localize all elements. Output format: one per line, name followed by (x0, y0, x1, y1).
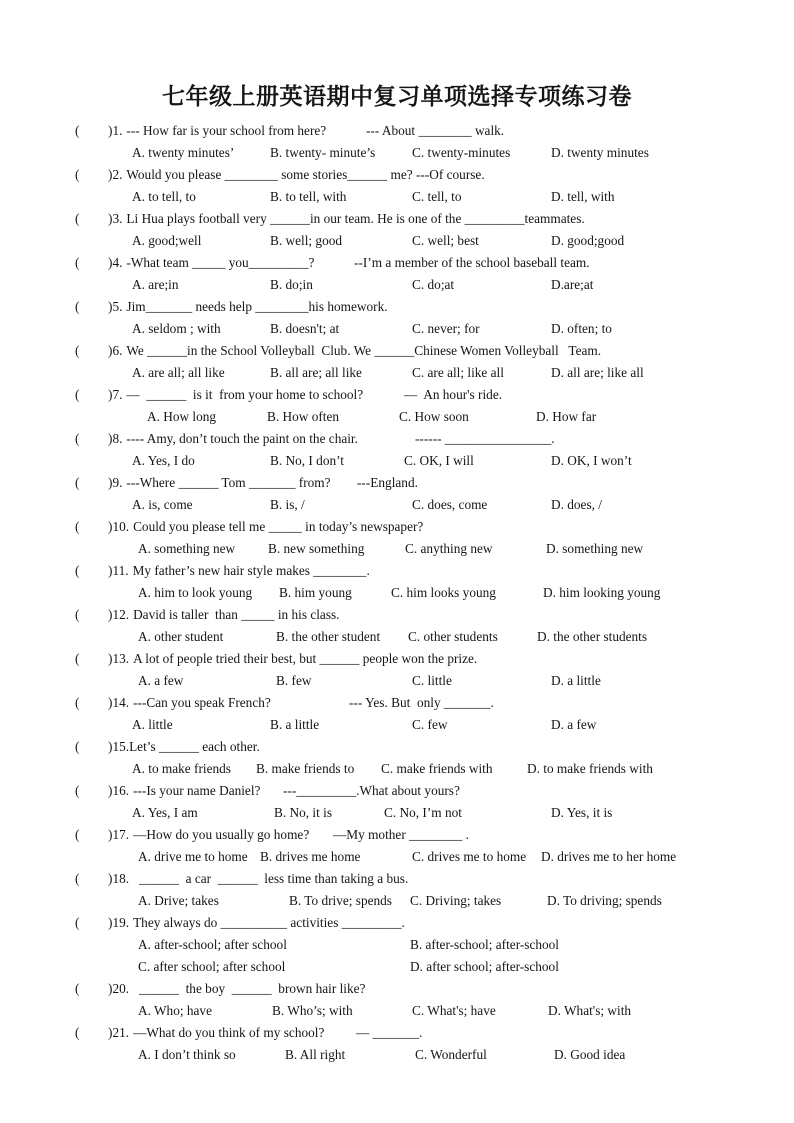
options-line (0, 956, 794, 978)
option-a: A. are all; all like (132, 365, 225, 380)
option-d: D. often; to (551, 321, 612, 336)
option-b: B. twenty- minute’s (270, 145, 376, 160)
option-b: B. make friends to (256, 761, 355, 776)
option-a: A. after-school; after school (138, 937, 287, 952)
option-d: D. does, / (551, 497, 602, 512)
question-17 (0, 824, 794, 868)
question-11 (0, 560, 794, 604)
question-line (0, 428, 794, 450)
option-a: A. something new (138, 541, 236, 556)
answer-bracket-close: ) (108, 475, 113, 490)
question-stem: ---Is your name Daniel? (133, 783, 261, 798)
option-b: B. well; good (270, 233, 343, 248)
question-number: 15. (112, 739, 130, 754)
answer-bracket-close: ) (108, 739, 113, 754)
question-19 (0, 912, 794, 978)
answer-bracket-open: ( (75, 255, 80, 270)
option-a: A. drive me to home (138, 849, 248, 864)
question-text (108, 780, 260, 802)
options-line (0, 318, 794, 340)
answer-bracket-close: ) (108, 695, 113, 710)
question-stem: --- How far is your school from here? (126, 123, 327, 138)
question-text (108, 120, 326, 142)
answer-bracket-open: ( (75, 695, 80, 710)
option-c: C. do;at (412, 277, 455, 292)
answer-bracket-open: ( (75, 431, 80, 446)
question-reply: — _______. (356, 1025, 423, 1040)
options-line (0, 758, 794, 780)
question-9 (0, 472, 794, 516)
option-c: C. OK, I will (404, 453, 474, 468)
question-reply: ---England. (357, 475, 418, 490)
answer-bracket-open: ( (75, 299, 80, 314)
option-d: D. him looking young (543, 585, 661, 600)
answer-bracket-close: ) (108, 871, 113, 886)
answer-bracket-open: ( (75, 1025, 80, 1040)
option-a: A. Yes, I do (132, 453, 195, 468)
question-3 (0, 208, 794, 252)
option-d: D. twenty minutes (551, 145, 649, 160)
question-stem: ---Can you speak French? (133, 695, 271, 710)
question-number: 14. (112, 695, 130, 710)
answer-bracket-close: ) (108, 1025, 113, 1040)
question-text (108, 736, 260, 758)
answer-bracket-open: ( (75, 651, 80, 666)
question-line (0, 868, 794, 890)
option-d: D. all are; like all (551, 365, 644, 380)
question-text (108, 912, 405, 934)
question-number: 4. (112, 255, 123, 270)
question-number: 13. (112, 651, 130, 666)
answer-bracket-open: ( (75, 519, 80, 534)
option-c: C. few (412, 717, 448, 732)
option-a: A. other student (138, 629, 224, 644)
options-line (0, 494, 794, 516)
option-a: A. a few (138, 673, 184, 688)
answer-bracket-close: ) (108, 387, 113, 402)
answer-bracket-open: ( (75, 783, 80, 798)
option-d: D. What's; with (548, 1003, 632, 1018)
option-c: C. after school; after school (138, 959, 286, 974)
answer-bracket-close: ) (108, 431, 113, 446)
question-stem: -What team _____ you_________? (126, 255, 315, 270)
question-text (108, 648, 477, 670)
option-d: D. Yes, it is (551, 805, 613, 820)
option-d: D. to make friends with (527, 761, 653, 776)
question-text (108, 252, 314, 274)
question-number: 11. (112, 563, 129, 578)
option-d: D. How far (536, 409, 597, 424)
question-number: 7. (112, 387, 123, 402)
option-b: B. do;in (270, 277, 313, 292)
question-number: 21. (112, 1025, 130, 1040)
option-b: B. to tell, with (270, 189, 347, 204)
option-a: A. little (132, 717, 173, 732)
question-number: 8. (112, 431, 123, 446)
answer-bracket-close: ) (108, 519, 113, 534)
option-c: C. other students (408, 629, 498, 644)
options-line (0, 186, 794, 208)
option-d: D. OK, I won’t (551, 453, 632, 468)
options-line (0, 846, 794, 868)
option-a: A. I don’t think so (138, 1047, 236, 1062)
question-21 (0, 1022, 794, 1066)
option-b: B. all are; all like (270, 365, 362, 380)
option-c: C. twenty-minutes (412, 145, 511, 160)
option-c: C. little (412, 673, 452, 688)
options-line (0, 890, 794, 912)
question-line (0, 978, 794, 1000)
question-line (0, 1022, 794, 1044)
option-d: D. drives me to her home (541, 849, 677, 864)
question-reply: --- About ________ walk. (366, 123, 505, 138)
question-18 (0, 868, 794, 912)
option-c: C. Driving; takes (410, 893, 502, 908)
option-b: B. after-school; after-school (410, 937, 559, 952)
question-line (0, 648, 794, 670)
answer-bracket-open: ( (75, 739, 80, 754)
options-line (0, 1044, 794, 1066)
answer-bracket-close: ) (108, 343, 113, 358)
option-a: A. good;well (132, 233, 202, 248)
answer-bracket-close: ) (108, 563, 113, 578)
option-d: D. the other students (537, 629, 648, 644)
answer-bracket-open: ( (75, 827, 80, 842)
question-line (0, 296, 794, 318)
question-text (108, 384, 363, 406)
option-b: B. doesn't; at (270, 321, 340, 336)
answer-bracket-close: ) (108, 607, 113, 622)
question-text (108, 208, 585, 230)
question-list (0, 120, 794, 1066)
option-b: B. few (276, 673, 312, 688)
question-line (0, 560, 794, 582)
options-line (0, 934, 794, 956)
question-14 (0, 692, 794, 736)
options-line (0, 362, 794, 384)
question-stem: David is taller than _____ in his class. (133, 607, 340, 622)
answer-bracket-close: ) (108, 981, 113, 996)
answer-bracket-close: ) (108, 167, 113, 182)
answer-bracket-close: ) (108, 299, 113, 314)
option-a: A. to tell, to (132, 189, 196, 204)
option-b: B. a little (270, 717, 320, 732)
option-d: D.are;at (551, 277, 594, 292)
question-16 (0, 780, 794, 824)
option-a: A. are;in (132, 277, 179, 292)
option-d: D. a little (551, 673, 601, 688)
option-d: D. something new (546, 541, 644, 556)
option-a: A. Drive; takes (138, 893, 219, 908)
option-c: C. never; for (412, 321, 480, 336)
answer-bracket-open: ( (75, 981, 80, 996)
answer-bracket-close: ) (108, 123, 113, 138)
question-stem: A lot of people tried their best, but ______ people won the prize. (133, 651, 478, 666)
question-reply: --- Yes. But only _______. (349, 695, 494, 710)
question-stem: — ______ is it from your home to school? (126, 387, 364, 402)
option-b: B. him young (279, 585, 352, 600)
question-4 (0, 252, 794, 296)
option-b: B. new something (268, 541, 365, 556)
question-text (108, 472, 331, 494)
options-line (0, 274, 794, 296)
question-reply: ------ ________________. (415, 431, 555, 446)
options-line (0, 582, 794, 604)
question-number: 5. (112, 299, 123, 314)
question-number: 20. (112, 981, 130, 996)
question-number: 16. (112, 783, 130, 798)
question-stem: ______ the boy ______ brown hair like? (139, 981, 366, 996)
question-text (108, 340, 601, 362)
options-line (0, 538, 794, 560)
option-d: D. good;good (551, 233, 625, 248)
question-line (0, 912, 794, 934)
question-6 (0, 340, 794, 384)
answer-bracket-close: ) (108, 255, 113, 270)
option-b: B. the other student (276, 629, 381, 644)
options-line (0, 802, 794, 824)
question-reply: --I’m a member of the school baseball team. (354, 255, 590, 270)
options-line (0, 142, 794, 164)
answer-bracket-close: ) (108, 783, 113, 798)
option-a: A. Yes, I am (132, 805, 198, 820)
question-stem: Would you please ________ some stories______ me? ---Of course. (126, 167, 485, 182)
option-b: B. No, I don’t (270, 453, 344, 468)
answer-bracket-open: ( (75, 343, 80, 358)
question-line (0, 164, 794, 186)
option-b: B. No, it is (274, 805, 332, 820)
option-c: C. Wonderful (415, 1047, 487, 1062)
question-5 (0, 296, 794, 340)
options-line (0, 670, 794, 692)
question-1 (0, 120, 794, 164)
option-b: B. Who’s; with (272, 1003, 353, 1018)
option-d: D. after school; after-school (410, 959, 559, 974)
question-stem: Li Hua plays football very ______in our team. He is one of the _________teammates. (126, 211, 585, 226)
options-line (0, 1000, 794, 1022)
answer-bracket-open: ( (75, 475, 80, 490)
answer-bracket-close: ) (108, 211, 113, 226)
option-c: C. well; best (412, 233, 479, 248)
question-reply: ---_________.What about yours? (283, 783, 460, 798)
options-line (0, 714, 794, 736)
option-c: C. anything new (405, 541, 493, 556)
option-a: A. to make friends (132, 761, 231, 776)
options-line (0, 406, 794, 428)
options-line (0, 450, 794, 472)
option-a: A. twenty minutes’ (132, 145, 235, 160)
answer-bracket-open: ( (75, 563, 80, 578)
question-stem: Jim_______ needs help ________his homework. (126, 299, 388, 314)
question-number: 3. (112, 211, 123, 226)
question-text (108, 868, 408, 890)
option-a: A. Who; have (138, 1003, 212, 1018)
question-line (0, 824, 794, 846)
answer-bracket-open: ( (75, 387, 80, 402)
option-c: C. him looks young (391, 585, 496, 600)
question-number: 9. (112, 475, 123, 490)
question-stem: ---- Amy, don’t touch the paint on the chair. (126, 431, 358, 446)
question-line (0, 516, 794, 538)
option-c: C. drives me to home (412, 849, 527, 864)
question-stem: They always do __________ activities _________. (133, 915, 405, 930)
question-number: 10. (112, 519, 130, 534)
question-number: 19. (112, 915, 130, 930)
option-c: C. No, I’m not (384, 805, 462, 820)
question-line (0, 780, 794, 802)
question-line (0, 340, 794, 362)
question-line (0, 252, 794, 274)
question-12 (0, 604, 794, 648)
question-number: 1. (112, 123, 123, 138)
question-stem: Could you please tell me _____ in today’s newspaper? (133, 519, 424, 534)
question-stem: ______ a car ______ less time than taking a bus. (139, 871, 409, 886)
question-number: 12. (112, 607, 130, 622)
question-10 (0, 516, 794, 560)
answer-bracket-close: ) (108, 651, 113, 666)
question-13 (0, 648, 794, 692)
answer-bracket-open: ( (75, 123, 80, 138)
answer-bracket-open: ( (75, 167, 80, 182)
question-text (108, 978, 365, 1000)
option-b: B. All right (285, 1047, 346, 1062)
question-text (108, 516, 423, 538)
option-b: B. is, / (270, 497, 305, 512)
option-c: C. does, come (412, 497, 488, 512)
answer-bracket-close: ) (108, 827, 113, 842)
question-text (108, 428, 358, 450)
question-stem: My father’s new hair style makes ________. (132, 563, 370, 578)
option-a: A. him to look young (138, 585, 253, 600)
question-line (0, 120, 794, 142)
option-d: D. Good idea (554, 1047, 626, 1062)
answer-bracket-open: ( (75, 915, 80, 930)
answer-bracket-open: ( (75, 211, 80, 226)
option-d: D. To driving; spends (547, 893, 662, 908)
question-reply: — An hour's ride. (404, 387, 503, 402)
question-text (108, 1022, 324, 1044)
question-stem: —What do you think of my school? (133, 1025, 325, 1040)
question-text (108, 604, 340, 626)
question-text (108, 296, 388, 318)
question-2 (0, 164, 794, 208)
question-7 (0, 384, 794, 428)
question-line (0, 736, 794, 758)
option-a: A. How long (147, 409, 217, 424)
options-line (0, 230, 794, 252)
question-20 (0, 978, 794, 1022)
answer-bracket-close: ) (108, 915, 113, 930)
option-c: C. tell, to (412, 189, 462, 204)
question-line (0, 472, 794, 494)
question-stem: We ______in the School Volleyball Club. We ______Chinese Women Volleyball Team. (126, 343, 602, 358)
answer-bracket-open: ( (75, 871, 80, 886)
option-d: D. tell, with (551, 189, 615, 204)
question-text (108, 560, 370, 582)
question-line (0, 692, 794, 714)
question-text (108, 692, 271, 714)
question-8 (0, 428, 794, 472)
option-c: C. are all; like all (412, 365, 504, 380)
option-c: C. What's; have (412, 1003, 496, 1018)
question-15 (0, 736, 794, 780)
answer-bracket-open: ( (75, 607, 80, 622)
question-stem: Let’s ______ each other. (129, 739, 260, 754)
question-stem: ---Where ______ Tom _______ from? (126, 475, 331, 490)
page-title: 七年级上册英语期中复习单项选择专项练习卷 (162, 83, 632, 110)
question-number: 18. (112, 871, 130, 886)
option-b: B. How often (267, 409, 340, 424)
option-d: D. a few (551, 717, 597, 732)
question-line (0, 384, 794, 406)
option-a: A. is, come (132, 497, 193, 512)
question-line (0, 208, 794, 230)
option-a: A. seldom ; with (132, 321, 221, 336)
question-stem: —How do you usually go home? (133, 827, 310, 842)
option-c: C. make friends with (381, 761, 493, 776)
question-text (108, 824, 309, 846)
option-c: C. How soon (399, 409, 469, 424)
question-text (108, 164, 485, 186)
option-b: B. drives me home (260, 849, 361, 864)
question-number: 17. (112, 827, 130, 842)
question-number: 2. (112, 167, 123, 182)
option-b: B. To drive; spends (289, 893, 392, 908)
question-number: 6. (112, 343, 123, 358)
options-line (0, 626, 794, 648)
question-line (0, 604, 794, 626)
question-reply: —My mother ________ . (333, 827, 469, 842)
